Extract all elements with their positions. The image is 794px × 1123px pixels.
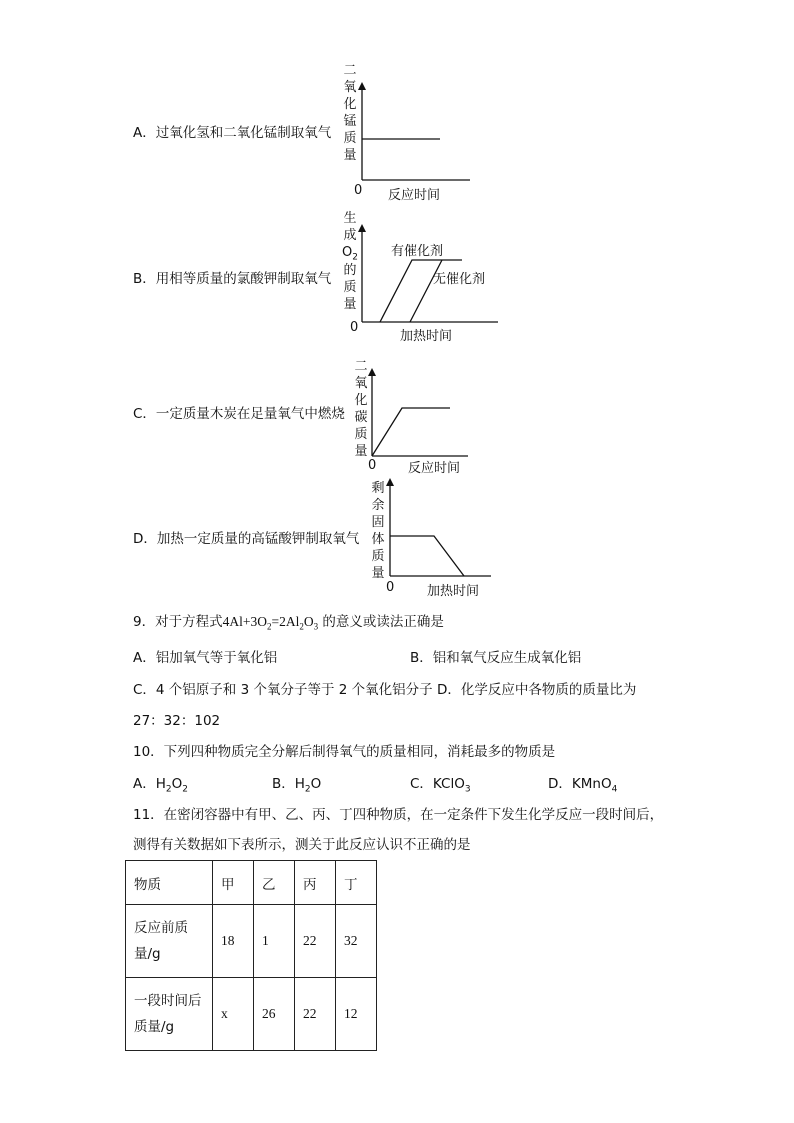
- graph-b-origin: 0: [350, 320, 359, 335]
- graph-d-xlabel: 加热时间: [427, 584, 480, 599]
- graph-b-line1-label: 有催化剂: [391, 244, 444, 259]
- row-label: 一段时间后质量/g: [126, 978, 213, 1051]
- q10-option-c: C．KClO$_3$: [410, 776, 471, 795]
- graph-b-ylabel-top: 生成: [343, 211, 357, 243]
- q9-option-b: B．铝和氧气反应生成氧化铝: [410, 650, 582, 666]
- q9-stem: 9．对于方程式$4Al+3O_2=2Al_2O_3$ 的意义或读法正确是: [133, 614, 444, 632]
- graph-b-ylabel-rest: 的质量: [343, 263, 357, 312]
- table-cell: 26: [254, 978, 295, 1051]
- q11-stem-line1: 11．在密闭容器中有甲、乙、丙、丁四种物质，在一定条件下发生化学反应一段时间后，: [133, 807, 664, 823]
- table-cell: 18: [213, 905, 254, 978]
- q10-option-a: A．$H_2O_2$: [133, 776, 188, 795]
- table-header: 丁: [336, 861, 377, 905]
- table-cell: 32: [336, 905, 377, 978]
- table-row: [126, 905, 377, 978]
- q10-option-b: B．$H_2O$: [272, 776, 322, 795]
- q10-stem: 10．下列四种物质完全分解后制得氧气的质量相同，消耗最多的物质是: [133, 744, 556, 760]
- graph-c: [370, 368, 470, 458]
- q9-option-d: D．化学反应中各物质的质量比为: [437, 682, 637, 698]
- graph-a: [360, 82, 470, 182]
- table-cell: 1: [254, 905, 295, 978]
- table-header: 甲: [213, 861, 254, 905]
- graph-a-origin: 0: [354, 183, 363, 198]
- q9-option-a: A．铝加氧气等于氧化铝: [133, 650, 278, 666]
- table-row: [126, 978, 377, 1051]
- graph-c-ylabel: 二氧化碳质量: [354, 359, 368, 459]
- table-header: 乙: [254, 861, 295, 905]
- table-header: 物质: [126, 861, 213, 905]
- table-header-row: [126, 861, 377, 905]
- q9-option-d-continued: 27：32：102: [133, 713, 221, 729]
- q11-stem-line2: 测得有关数据如下表所示，测关于此反应认识不正确的是: [133, 837, 471, 853]
- graph-b-line2-label: 无催化剂: [433, 272, 486, 287]
- graph-a-ylabel: 二氧化锰质量: [343, 63, 357, 163]
- table-header: 丙: [295, 861, 336, 905]
- option-c-text: C．一定质量木炭在足量氧气中燃烧: [133, 406, 345, 422]
- q9-option-c: C．4 个铝原子和 3 个氧分子等于 2 个氧化铝分子: [133, 682, 433, 698]
- table-cell: 22: [295, 905, 336, 978]
- graph-a-xlabel: 反应时间: [388, 188, 441, 203]
- option-a-text: A．过氧化氢和二氧化锰制取氧气: [133, 125, 332, 141]
- graph-c-xlabel: 反应时间: [408, 461, 461, 476]
- q10-option-d: D．KMnO$_4$: [548, 776, 618, 795]
- graph-c-origin: 0: [368, 458, 377, 473]
- graph-b-xlabel: 加热时间: [400, 329, 453, 344]
- graph-b-ylabel-o2: $O_2$: [342, 245, 358, 263]
- table-cell: 12: [336, 978, 377, 1051]
- graph-d: [388, 478, 493, 578]
- row-label: 反应前质量/g: [126, 905, 213, 978]
- mass-table: [125, 860, 377, 1051]
- table-cell: x: [213, 978, 254, 1051]
- graph-d-ylabel: 剩余固体质量: [371, 481, 385, 581]
- option-b-text: B．用相等质量的氯酸钾制取氧气: [133, 271, 332, 287]
- graph-d-origin: 0: [386, 580, 395, 595]
- table-cell: 22: [295, 978, 336, 1051]
- option-d-text: D．加热一定质量的高锰酸钾制取氧气: [133, 531, 360, 547]
